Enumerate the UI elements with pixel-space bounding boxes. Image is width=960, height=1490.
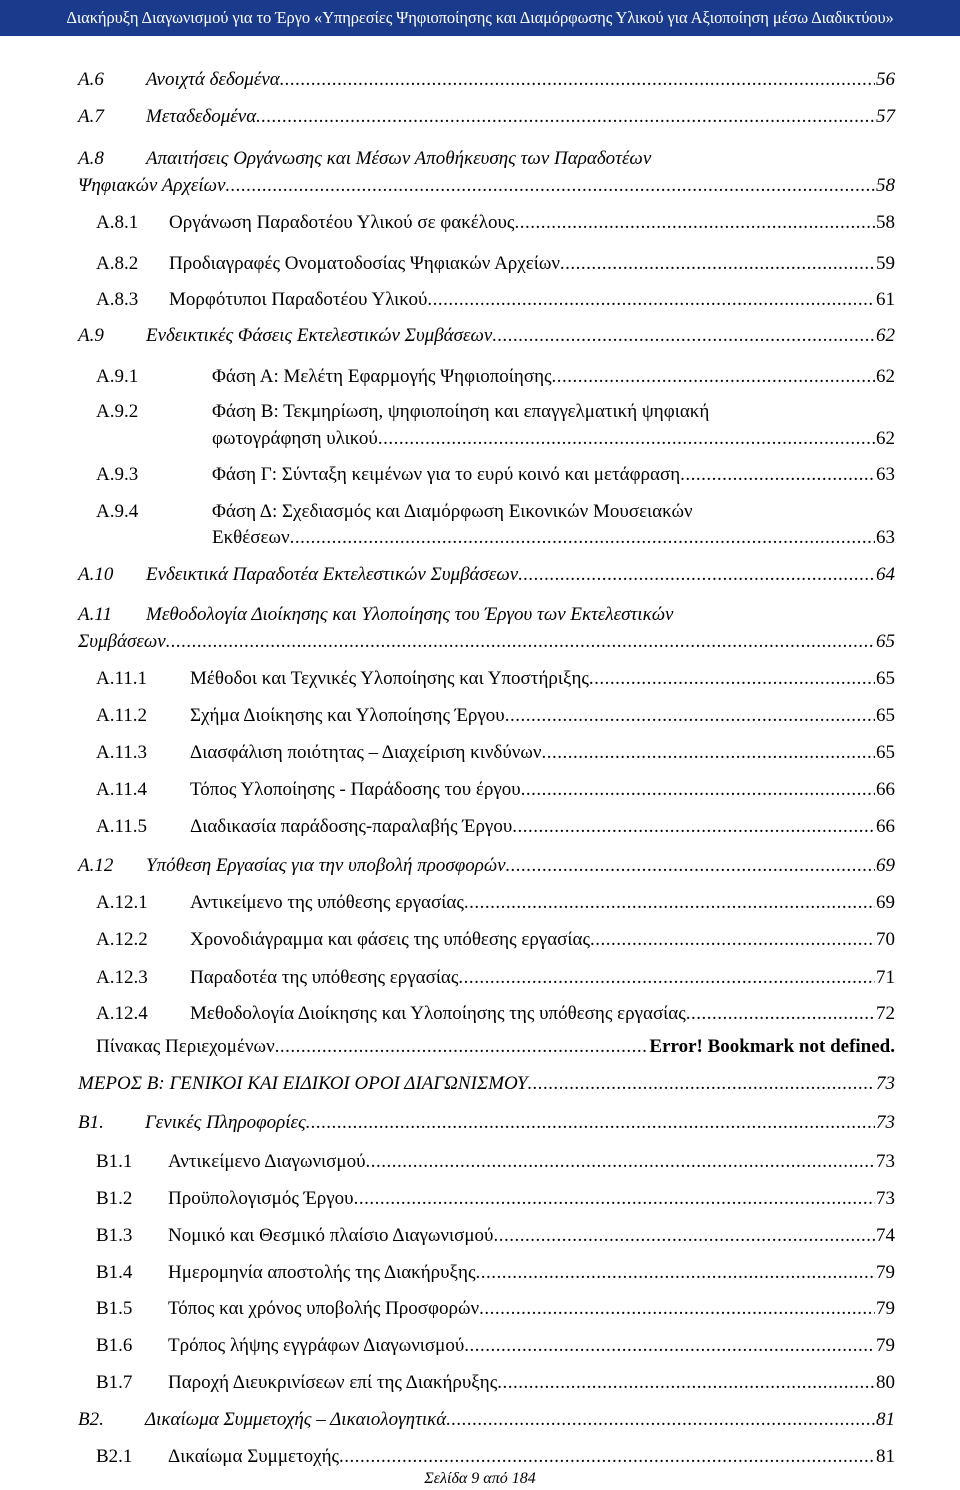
toc-page: 70	[876, 929, 895, 950]
toc-title: ΜΕΡΟΣ Β: ΓΕΝΙΚΟΙ ΚΑΙ ΕΙΔΙΚΟΙ ΟΡΟΙ ΔΙΑΓΩΝΙΣΜΟΥ	[78, 1073, 528, 1094]
leader-dots	[686, 1000, 875, 1028]
leader-dots	[290, 524, 875, 552]
leader-dots	[354, 1185, 875, 1213]
toc-title-cont: φωτογράφηση υλικού	[212, 428, 378, 449]
toc-number: Α.12.4	[96, 1003, 148, 1024]
toc-page: 61	[876, 289, 895, 310]
leader-dots	[479, 1295, 875, 1323]
leader-dots	[427, 286, 875, 314]
leader-dots	[512, 813, 875, 841]
leader-dots	[514, 209, 875, 237]
toc-title: Μεθοδολογία Διοίκησης και Υλοποίησης του Έργου των Εκτελεστικών	[146, 604, 674, 625]
toc-title: Οργάνωση Παραδοτέου Υλικού σε φακέλους	[169, 212, 515, 233]
toc-page: 79	[876, 1298, 895, 1319]
toc-page: 56	[876, 69, 895, 90]
toc-title: Γενικές Πληροφορίες	[145, 1112, 306, 1133]
leader-dots	[505, 702, 875, 730]
toc-number: Α.8.2	[96, 253, 139, 274]
toc-title: Τόπος Υλοποίησης - Παράδοσης του έργου	[190, 779, 521, 800]
toc-page: 71	[876, 967, 895, 988]
toc-page: 69	[876, 855, 895, 876]
toc-page: 58	[876, 175, 895, 196]
leader-dots	[378, 425, 875, 453]
toc-number: Β1.1	[96, 1151, 133, 1172]
leader-dots	[521, 776, 875, 804]
toc-title: Ενδεικτικά Παραδοτέα Εκτελεστικών Συμβάσεων	[146, 564, 519, 585]
toc-title: Νομικό και Θεσμικό πλαίσιο Διαγωνισμού	[168, 1225, 494, 1246]
toc-number: Α.8	[78, 148, 104, 169]
toc-title: Φάση Α: Μελέτη Εφαρμογής Ψηφιοποίησης	[212, 366, 552, 387]
leader-dots	[589, 665, 875, 693]
document-header: Διακήρυξη Διαγωνισμού για το Έργο «Υπηρεσίες Ψηφιοποίησης και Διαμόρφωσης Υλικού για Αξιοποίηση μέσω Διαδικτύου»	[0, 0, 960, 36]
leader-dots	[275, 1033, 649, 1061]
toc-title: Δικαίωμα Συμμετοχής	[168, 1446, 340, 1467]
page-footer: Σελίδα 9 από 184	[424, 1470, 536, 1487]
toc-number: Α.9.2	[96, 401, 139, 422]
toc-title: Παροχή Διευκρινίσεων επί της Διακήρυξης	[168, 1372, 498, 1393]
toc-number: Β1.6	[96, 1335, 133, 1356]
toc-page: 65	[876, 668, 895, 689]
toc-title: Αντικείμενο της υπόθεσης εργασίας	[190, 892, 464, 913]
leader-dots	[280, 66, 875, 94]
toc-title: Ημερομηνία αποστολής της Διακήρυξης	[168, 1262, 476, 1283]
toc-page: 62	[876, 428, 895, 449]
toc-page: 69	[876, 892, 895, 913]
leader-dots	[560, 250, 875, 278]
toc-title: Δικαίωμα Συμμετοχής – Δικαιολογητικά	[145, 1409, 447, 1430]
toc-page: 79	[876, 1262, 895, 1283]
toc-number: Β1.4	[96, 1262, 133, 1283]
toc-title: Σχήμα Διοίκησης και Υλοποίησης Έργου	[190, 705, 505, 726]
toc-title-cont: Συμβάσεων	[78, 631, 166, 652]
toc-title: Χρονοδιάγραμμα και φάσεις της υπόθεσης εργασίας	[190, 929, 590, 950]
toc-page: 63	[876, 464, 895, 485]
leader-dots	[528, 1070, 875, 1098]
toc-page: 81	[876, 1409, 895, 1430]
toc-number: Α.11.2	[96, 705, 148, 726]
toc-number: Α.12.3	[96, 967, 148, 988]
leader-dots	[464, 889, 875, 917]
toc-page: 73	[876, 1188, 895, 1209]
toc-number: Α.11.5	[96, 816, 148, 837]
toc-number: Α.8.1	[96, 212, 139, 233]
toc-number: Α.12.1	[96, 892, 148, 913]
toc-title: Φάση Β: Τεκμηρίωση, ψηφιοποίηση και επαγγελματική ψηφιακή	[212, 401, 710, 422]
toc-page: 65	[876, 705, 895, 726]
toc-page: 65	[876, 742, 895, 763]
toc-page: 58	[876, 212, 895, 233]
toc-number: Α.9.4	[96, 501, 139, 522]
leader-dots	[506, 852, 875, 880]
toc-page: 74	[876, 1225, 895, 1246]
toc-title: Μεθοδολογία Διοίκησης και Υλοποίησης της υπόθεσης εργασίας	[190, 1003, 686, 1024]
toc-number: Β2.1	[96, 1446, 133, 1467]
toc-number: Α.10	[78, 564, 114, 585]
toc-page: 63	[876, 527, 895, 548]
toc-number: Α.6	[78, 69, 104, 90]
toc-title: Ανοιχτά δεδομένα	[146, 69, 280, 90]
leader-dots	[680, 461, 875, 489]
toc-title: Απαιτήσεις Οργάνωσης και Μέσων Αποθήκευσης των Παραδοτέων	[146, 148, 652, 169]
toc-title: Διασφάλιση ποιότητας – Διαχείριση κινδύνων	[190, 742, 542, 763]
toc-number: Α.11.3	[96, 742, 148, 763]
toc-page: 62	[876, 366, 895, 387]
toc-page: 64	[876, 564, 895, 585]
toc-title: Τόπος και χρόνος υποβολής Προσφορών	[168, 1298, 480, 1319]
toc-page: 66	[876, 816, 895, 837]
toc-title: Μεταδεδομένα	[146, 106, 257, 127]
toc-number: Α.8.3	[96, 289, 139, 310]
toc-title: Φάση Δ: Σχεδιασμός και Διαμόρφωση Εικονικών Μουσειακών	[212, 501, 693, 522]
toc-number: Β2.	[78, 1409, 104, 1430]
toc-page-error: Error! Bookmark not defined.	[649, 1036, 895, 1057]
toc-page: 65	[876, 631, 895, 652]
toc-number: Α.9	[78, 325, 104, 346]
leader-dots	[464, 1332, 875, 1360]
leader-dots	[541, 739, 875, 767]
leader-dots	[590, 926, 875, 954]
toc-title-cont: Εκθέσεων	[212, 527, 290, 548]
toc-number: Α.12.2	[96, 929, 148, 950]
toc-number: Α.11.1	[96, 668, 148, 689]
toc-page: 80	[876, 1372, 895, 1393]
toc-number: Β1.3	[96, 1225, 133, 1246]
toc-title: Μορφότυποι Παραδοτέου Υλικού	[169, 289, 428, 310]
toc-page: 72	[876, 1003, 895, 1024]
toc-page: 81	[876, 1446, 895, 1467]
toc-title: Ενδεικτικές Φάσεις Εκτελεστικών Συμβάσεων	[146, 325, 493, 346]
leader-dots	[493, 1222, 875, 1250]
toc-page: 79	[876, 1335, 895, 1356]
leader-dots	[366, 1148, 876, 1176]
toc-page: 59	[876, 253, 895, 274]
toc-title: Τρόπος λήψης εγγράφων Διαγωνισμού	[168, 1335, 465, 1356]
toc-title: Πίνακας Περιεχομένων	[96, 1036, 275, 1057]
toc-number: Α.11.4	[96, 779, 148, 800]
toc-page: 66	[876, 779, 895, 800]
toc-page: 62	[876, 325, 895, 346]
toc-title: Παραδοτέα της υπόθεσης εργασίας	[190, 967, 459, 988]
toc-page: 73	[876, 1151, 895, 1172]
leader-dots	[256, 103, 875, 131]
toc-title: Προδιαγραφές Ονοματοδοσίας Ψηφιακών Αρχείων	[169, 253, 560, 274]
leader-dots	[446, 1406, 875, 1434]
leader-dots	[492, 322, 875, 350]
toc-number: Β1.2	[96, 1188, 133, 1209]
toc-number: Β1.7	[96, 1372, 133, 1393]
leader-dots	[339, 1443, 875, 1471]
toc-title-cont: Ψηφιακών Αρχείων	[78, 175, 226, 196]
toc-number: Β1.5	[96, 1298, 133, 1319]
toc-page: 57	[876, 106, 895, 127]
leader-dots	[458, 964, 875, 992]
leader-dots	[166, 628, 875, 656]
leader-dots	[497, 1369, 875, 1397]
leader-dots	[476, 1259, 876, 1287]
toc-title: Υπόθεση Εργασίας για την υποβολή προσφορών	[146, 855, 506, 876]
toc-page: 73	[876, 1073, 895, 1094]
toc-number: Α.11	[78, 604, 112, 625]
toc-number: Α.9.3	[96, 464, 139, 485]
toc-title: Αντικείμενο Διαγωνισμού	[168, 1151, 366, 1172]
toc-number: Β1.	[78, 1112, 104, 1133]
toc-title: Φάση Γ: Σύνταξη κειμένων για το ευρύ κοινό και μετάφραση	[212, 464, 681, 485]
toc-title: Προϋπολογισμός Έργου	[168, 1188, 354, 1209]
toc-number: Α.12	[78, 855, 114, 876]
toc-number: Α.7	[78, 106, 104, 127]
leader-dots	[552, 363, 875, 391]
toc-page: 73	[876, 1112, 895, 1133]
toc-title: Μέθοδοι και Τεχνικές Υλοποίησης και Υποστήριξης	[190, 668, 589, 689]
toc-title: Διαδικασία παράδοσης-παραλαβής Έργου	[190, 816, 513, 837]
leader-dots	[225, 172, 875, 200]
toc-number: Α.9.1	[96, 366, 139, 387]
leader-dots	[518, 561, 875, 589]
leader-dots	[306, 1109, 875, 1137]
